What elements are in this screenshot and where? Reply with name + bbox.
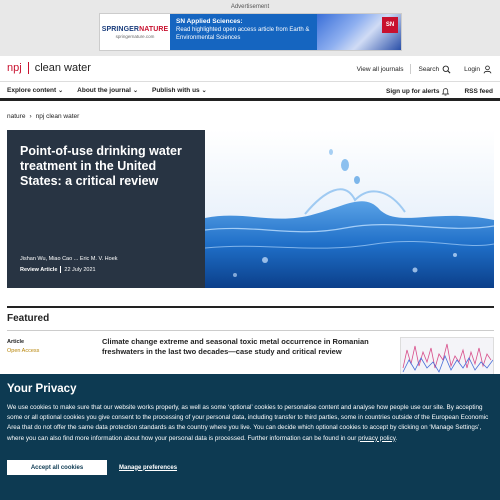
site-header [0, 56, 500, 82]
featured-rule [7, 306, 494, 308]
ad-banner[interactable] [99, 13, 402, 51]
cookie-text: We use cookies to make sure that our website works properly, as well as some ‘optional’ cookies to personalise content and analyse how people use our site. By accepting some or all optional cookies you give consent to the processing of your personal data, including transfer to third parties, some in countries outside of the European Economic Area that do not offer the same data protection standards as the country where you live. You can decide which optional cookies to accept by clicking on ‘Manage Settings’, where you can also find more information about how your personal data is processed. Further information can be found in our privacy policy. [7, 404, 489, 442]
featured-article-type: Article [7, 339, 25, 345]
manage-preferences-button[interactable]: Manage preferences [119, 464, 178, 471]
hero-article[interactable] [7, 130, 494, 288]
article-date: 22 July 2021 [64, 266, 96, 273]
breadcrumb-current: npj clean water [35, 113, 80, 120]
nav-explore-content[interactable]: Explore content ⌄ [7, 87, 64, 94]
cookie-title: Your Privacy [7, 383, 77, 395]
chevron-down-icon: ⌄ [132, 88, 138, 94]
ad-brand-box [100, 14, 170, 50]
login-label: Login [464, 65, 480, 73]
meta-divider [60, 266, 61, 273]
nav-publish-with-us[interactable]: Publish with us ⌄ [152, 87, 207, 94]
privacy-policy-link[interactable]: privacy policy [358, 434, 396, 442]
rss-feed-link[interactable]: RSS feed [464, 88, 493, 95]
journal-logo[interactable] [7, 62, 91, 74]
sign-up-alerts-link[interactable]: Sign up for alerts [386, 87, 450, 96]
main-nav [0, 83, 500, 101]
view-all-journals-link[interactable]: View all journals [356, 65, 404, 73]
chevron-down-icon: ⌄ [201, 88, 207, 94]
open-access-badge: Open Access [7, 348, 40, 354]
breadcrumb-home[interactable]: nature [7, 113, 26, 120]
accept-all-cookies-button[interactable]: Accept all cookies [7, 460, 107, 475]
logo-npj: npj [7, 62, 22, 74]
hero-image [205, 130, 494, 288]
springer-nature-logo: SPRINGERNATURE [101, 25, 169, 33]
ad-message [170, 14, 317, 50]
chevron-down-icon: ⌄ [58, 88, 64, 94]
header-links [357, 64, 492, 74]
ad-url: springernature.com [115, 33, 155, 39]
logo-divider [28, 62, 29, 74]
featured-heading: Featured [7, 313, 50, 324]
search-button[interactable] [418, 65, 451, 74]
breadcrumb [7, 113, 79, 120]
search-label: Search [418, 65, 440, 73]
ad-text: Read highlighted open access article from Earth & Environmental Sciences [176, 27, 310, 41]
logo-name: clean water [34, 62, 91, 74]
chevron-right-icon: › [29, 113, 32, 120]
featured-article-title[interactable]: Climate change extreme and seasonal toxic metal occurrence in Romanian freshwaters in the last two decades—case study and critical review [102, 337, 369, 356]
featured-divider [7, 330, 494, 331]
cookie-banner [0, 374, 500, 500]
ad-label: Advertisement [230, 4, 270, 10]
sn-badge: SN [382, 17, 398, 33]
bell-icon [441, 87, 450, 96]
ad-bar [0, 0, 500, 56]
ad-image [317, 14, 401, 50]
login-button[interactable] [464, 65, 492, 74]
article-type: Review Article [20, 266, 58, 273]
nav-menu [7, 87, 207, 94]
hero-title[interactable]: Point-of-use drinking water treatment in the United States: a critical review [20, 144, 182, 188]
nav-about-journal[interactable]: About the journal ⌄ [77, 87, 138, 94]
hero-authors: Jishan Wu, Miao Cao ... Eric M. V. Hoek [20, 256, 118, 262]
ad-title: SN Applied Sciences: [176, 18, 243, 25]
nav-actions [386, 87, 493, 96]
header-divider [410, 64, 411, 74]
user-icon [483, 65, 492, 74]
search-icon [442, 65, 451, 74]
hero-meta [20, 266, 96, 273]
